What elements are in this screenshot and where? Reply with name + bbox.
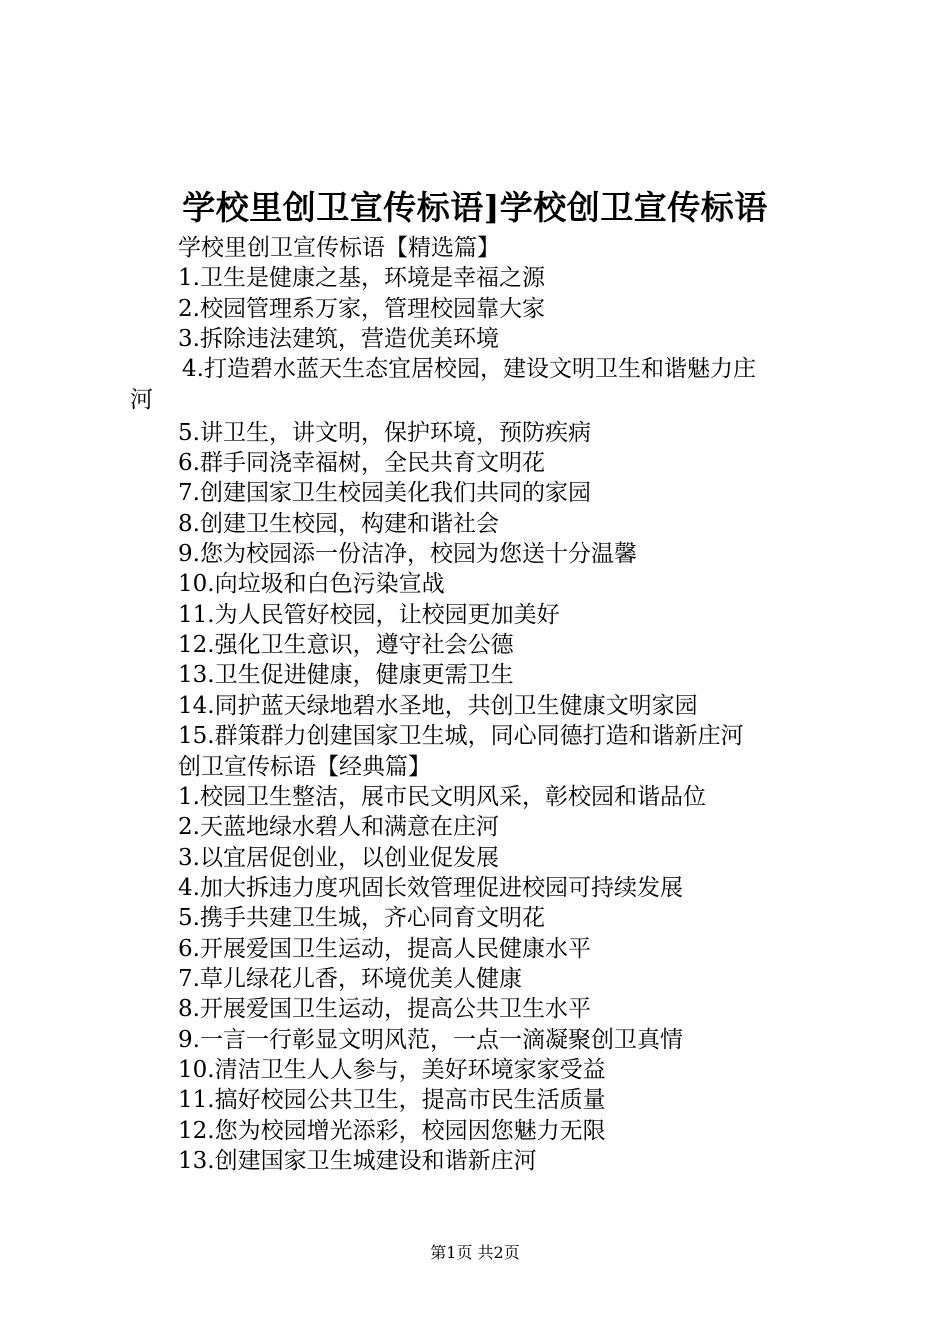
list-item: 11.搞好校园公共卫生，提高市民生活质量 xyxy=(178,1087,606,1114)
list-item: 10.向垃圾和白色污染宣战 xyxy=(178,571,445,598)
section-heading: 创卫宣传标语【经典篇】 xyxy=(178,753,431,780)
list-item: 11.为人民管好校园，让校园更加美好 xyxy=(178,601,560,628)
list-item: 13.卫生促进健康，健康更需卫生 xyxy=(178,662,514,689)
list-item: 12.强化卫生意识，遵守社会公德 xyxy=(178,632,514,659)
list-item: 2.校园管理系万家，管理校园靠大家 xyxy=(178,295,545,322)
list-item: 13.创建国家卫生城建设和谐新庄河 xyxy=(178,1147,537,1174)
list-item: 4.打造碧水蓝天生态宜居校园，建设文明卫生和谐魅力庄 xyxy=(182,356,756,383)
document-body xyxy=(130,233,840,1176)
list-item: 3.拆除违法建筑，营造优美环境 xyxy=(178,326,499,353)
list-item: 1.卫生是健康之基，环境是幸福之源 xyxy=(178,265,545,292)
section-heading: 学校里创卫宣传标语【精选篇】 xyxy=(178,235,500,261)
list-item: 6.开展爱国卫生运动，提高人民健康水平 xyxy=(178,935,591,962)
list-item: 8.开展爱国卫生运动，提高公共卫生水平 xyxy=(178,996,591,1023)
list-item: 5.讲卫生，讲文明，保护环境，预防疾病 xyxy=(178,419,591,446)
list-item: 8.创建卫生校园，构建和谐社会 xyxy=(178,510,499,537)
list-item: 2.天蓝地绿水碧人和满意在庄河 xyxy=(178,814,499,841)
list-item: 15.群策群力创建国家卫生城，同心同德打造和谐新庄河 xyxy=(178,723,744,750)
list-item: 4.加大拆违力度巩固长效管理促进校园可持续发展 xyxy=(178,874,683,901)
list-item: 7.草儿绿花儿香，环境优美人健康 xyxy=(178,965,522,992)
list-item: 1.校园卫生整洁，展市民文明风采，彰校园和谐品位 xyxy=(178,783,706,810)
document-title: 学校里创卫宣传标语]学校创卫宣传标语 xyxy=(182,188,768,227)
page-footer: 第1页 共2页 xyxy=(430,1243,520,1262)
list-item: 9.一言一行彰显文明风范，一点一滴凝聚创卫真情 xyxy=(178,1026,683,1053)
list-item: 5.携手共建卫生城，齐心同育文明花 xyxy=(178,905,545,932)
list-item: 14.同护蓝天绿地碧水圣地，共创卫生健康文明家园 xyxy=(178,692,698,719)
list-item: 10.清洁卫生人人参与，美好环境家家受益 xyxy=(178,1056,606,1083)
list-item: 6.群手同浇幸福树，全民共育文明花 xyxy=(178,450,545,477)
list-item: 9.您为校园添一份洁净，校园为您送十分温馨 xyxy=(178,541,637,568)
list-item-continuation: 河 xyxy=(130,386,153,413)
list-item: 12.您为校园增光添彩，校园因您魅力无限 xyxy=(178,1117,606,1144)
list-item: 3.以宜居促创业，以创业促发展 xyxy=(178,844,499,871)
list-item: 7.创建国家卫生校园美化我们共同的家园 xyxy=(178,480,591,507)
